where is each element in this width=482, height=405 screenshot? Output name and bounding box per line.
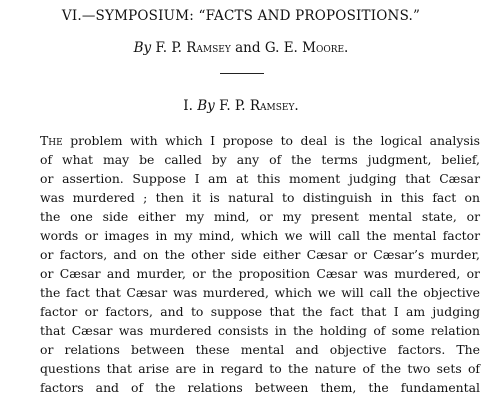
paragraph-line: of what may be called by any of the terms judgment, belief, <box>40 152 480 167</box>
paragraph-line: the fact that Cæsar was murdered, which we will call the objective <box>40 285 480 300</box>
authors-and-label: and <box>235 40 261 56</box>
paragraph-line: or assertion. Suppose I am at this moment judging that Cæsar <box>40 171 480 186</box>
paragraph-first-word: The <box>40 133 63 148</box>
paragraph-line: factor or factors, and to suppose that the fact that I am judging <box>40 304 480 319</box>
paragraph-line: or relations between these mental and objective factors. The <box>40 342 480 357</box>
heading-divider <box>220 73 264 74</box>
section-author: F. P. Ramsey. <box>219 98 299 114</box>
paragraph-line: that Cæsar was murdered consists in the holding of some relation <box>40 323 480 338</box>
paragraph-line: or Cæsar and murder, or the proposition Cæsar was murdered, or <box>40 266 480 281</box>
paragraph-line: was murdered ; then it is natural to distinguish in this fact on <box>40 190 480 205</box>
paragraph-line: or factors, and on the other side either Cæsar or Cæsar’s murder, <box>40 247 480 262</box>
body-paragraph <box>40 131 480 397</box>
paragraph-line: questions that arise are in regard to the nature of the two sets of <box>40 361 480 376</box>
paragraph-line-text: problem with which I propose to deal is the logical analysis <box>62 133 480 148</box>
paragraph-line: factors and of the relations between them, the fundamental <box>40 380 480 395</box>
author-ramsey: F. P. Ramsey <box>155 40 231 56</box>
author-moore: G. E. Moore. <box>264 40 349 56</box>
section-number: I. <box>183 98 193 114</box>
authors-by-label: By <box>133 40 152 56</box>
paragraph-line: the one side either my mind, or my present mental state, or <box>40 209 480 224</box>
article-title: VI.—SYMPOSIUM: “FACTS AND PROPOSITIONS.” <box>61 8 421 24</box>
section-by-label: By <box>197 98 215 114</box>
article-authors <box>0 40 482 56</box>
section-heading <box>0 98 482 114</box>
paragraph-line <box>40 131 480 150</box>
paragraph-line: words or images in my mind, which we will call the mental factor <box>40 228 480 243</box>
